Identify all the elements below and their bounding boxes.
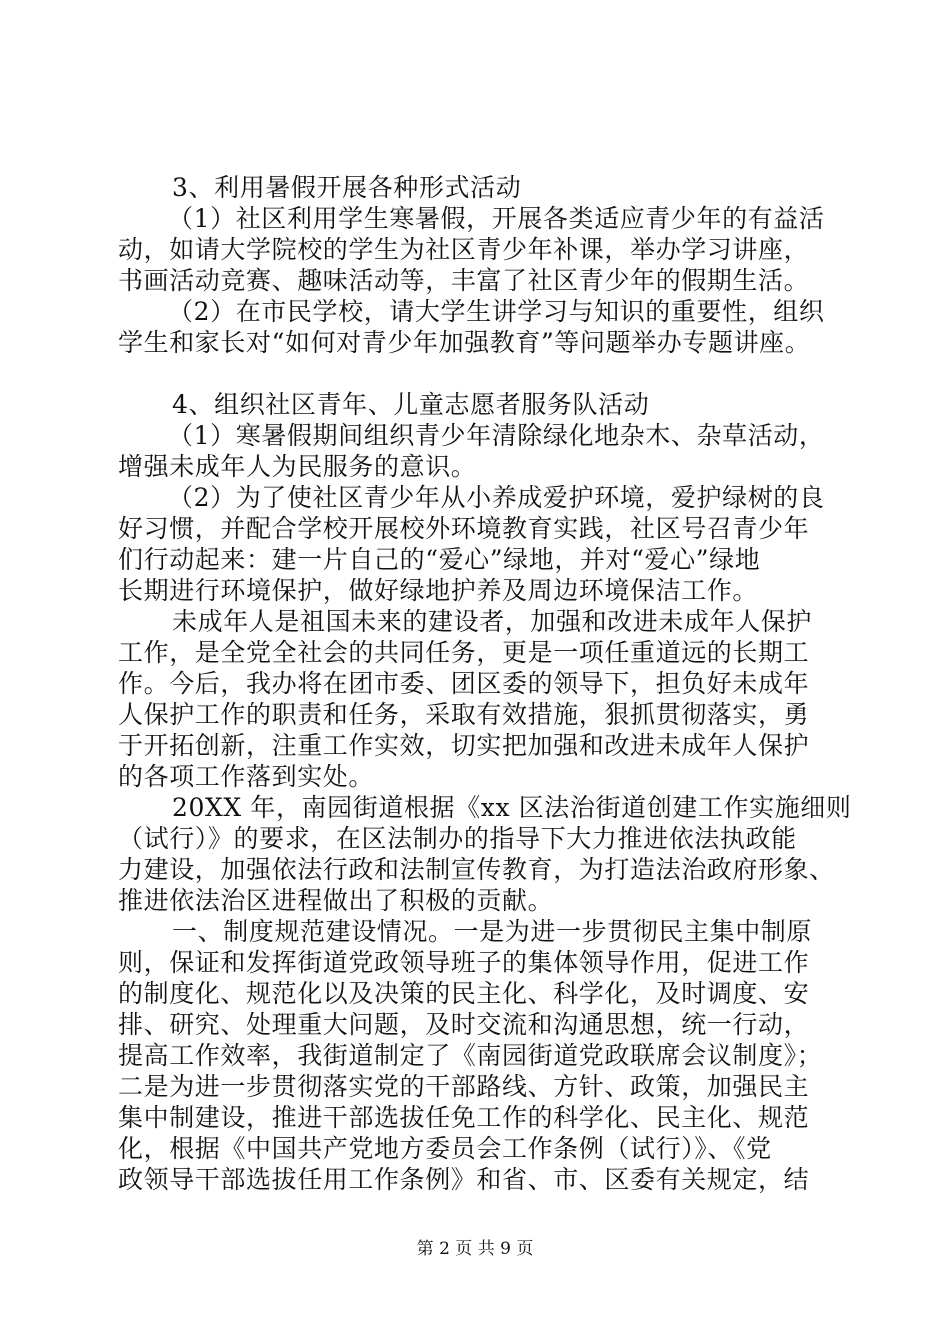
paragraph-line: 工作，是全党全社会的共同任务，更是一项任重道远的长期工 <box>118 638 810 667</box>
paragraph-line: 们行动起来：建一片自己的“爱心”绿地，并对“爱心”绿地 <box>118 545 761 574</box>
paragraph-line: 长期进行环境保护，做好绿地护养及周边环境保洁工作。 <box>118 576 759 605</box>
paragraph-line: 学生和家长对“如何对青少年加强教育”等问题举办专题讲座。 <box>118 328 811 357</box>
paragraph-line: 于开拓创新，注重工作实效，切实把加强和改进未成年人保护 <box>118 731 810 760</box>
paragraph-line: （2）在市民学校，请大学生讲学习与知识的重要性，组织 <box>168 297 825 326</box>
paragraph-line: 未成年人是祖国未来的建设者，加强和改进未成年人保护 <box>172 607 813 636</box>
page-number-footer: 第 2 页 共 9 页 <box>416 1239 534 1259</box>
paragraph-line: 力建设，加强依法行政和法制宣传教育，为打造法治政府形象、 <box>118 855 835 884</box>
paragraph-line: 排、研究、处理重大问题，及时交流和沟通思想，统一行动， <box>118 1010 810 1039</box>
paragraph-line: 的制度化、规范化以及决策的民主化、科学化，及时调度、安 <box>118 979 810 1008</box>
paragraph-line: 动，如请大学院校的学生为社区青少年补课，举办学习讲座， <box>118 235 810 264</box>
paragraph-line: 增强未成年人为民服务的意识。 <box>118 452 477 481</box>
paragraph-line: 政领导干部选拔任用工作条例》和省、市、区委有关规定，结 <box>118 1165 810 1194</box>
paragraph-line: 则，保证和发挥街道党政领导班子的集体领导作用，促进工作 <box>118 948 810 977</box>
section-heading: 4、组织社区青年、儿童志愿者服务队活动 <box>172 390 650 419</box>
paragraph-line: 作。今后，我办将在团市委、团区委的领导下，担负好未成年 <box>118 669 810 698</box>
paragraph-line: 人保护工作的职责和任务，采取有效措施，狠抓贯彻落实，勇 <box>118 700 810 729</box>
paragraph-line: （1）寒暑假期间组织青少年清除绿化地杂木、杂草活动， <box>168 421 825 450</box>
paragraph-line: 好习惯，并配合学校开展校外环境教育实践，社区号召青少年 <box>118 514 810 543</box>
paragraph-line: 一、制度规范建设情况。一是为进一步贯彻民主集中制原 <box>172 917 813 946</box>
paragraph-line: 提高工作效率，我街道制定了《南园街道党政联席会议制度》； <box>118 1041 823 1070</box>
paragraph-line: 集中制建设，推进干部选拔任免工作的科学化、民主化、规范 <box>118 1103 810 1132</box>
paragraph-line: 的各项工作落到实处。 <box>118 762 375 791</box>
paragraph-line: 书画活动竞赛、趣味活动等，丰富了社区青少年的假期生活。 <box>118 266 810 295</box>
section-heading: 3、利用暑假开展各种形式活动 <box>172 173 522 202</box>
paragraph-line: （2）为了使社区青少年从小养成爱护环境，爱护绿树的良 <box>168 483 825 512</box>
paragraph-line: 化，根据《中国共产党地方委员会工作条例（试行）》、《党 <box>118 1134 772 1163</box>
paragraph-line: 推进依法治区进程做出了积极的贡献。 <box>118 886 554 915</box>
paragraph-line: 20XX 年，南园街道根据《xx 区法治街道创建工作实施细则 <box>172 793 852 822</box>
paragraph-line: 二是为进一步贯彻落实党的干部路线、方针、政策，加强民主 <box>118 1072 810 1101</box>
paragraph-line: （试行）》的要求，在区法制办的指导下大力推进依法执政能 <box>118 824 797 853</box>
paragraph-line: （1）社区利用学生寒暑假，开展各类适应青少年的有益活 <box>168 204 825 233</box>
